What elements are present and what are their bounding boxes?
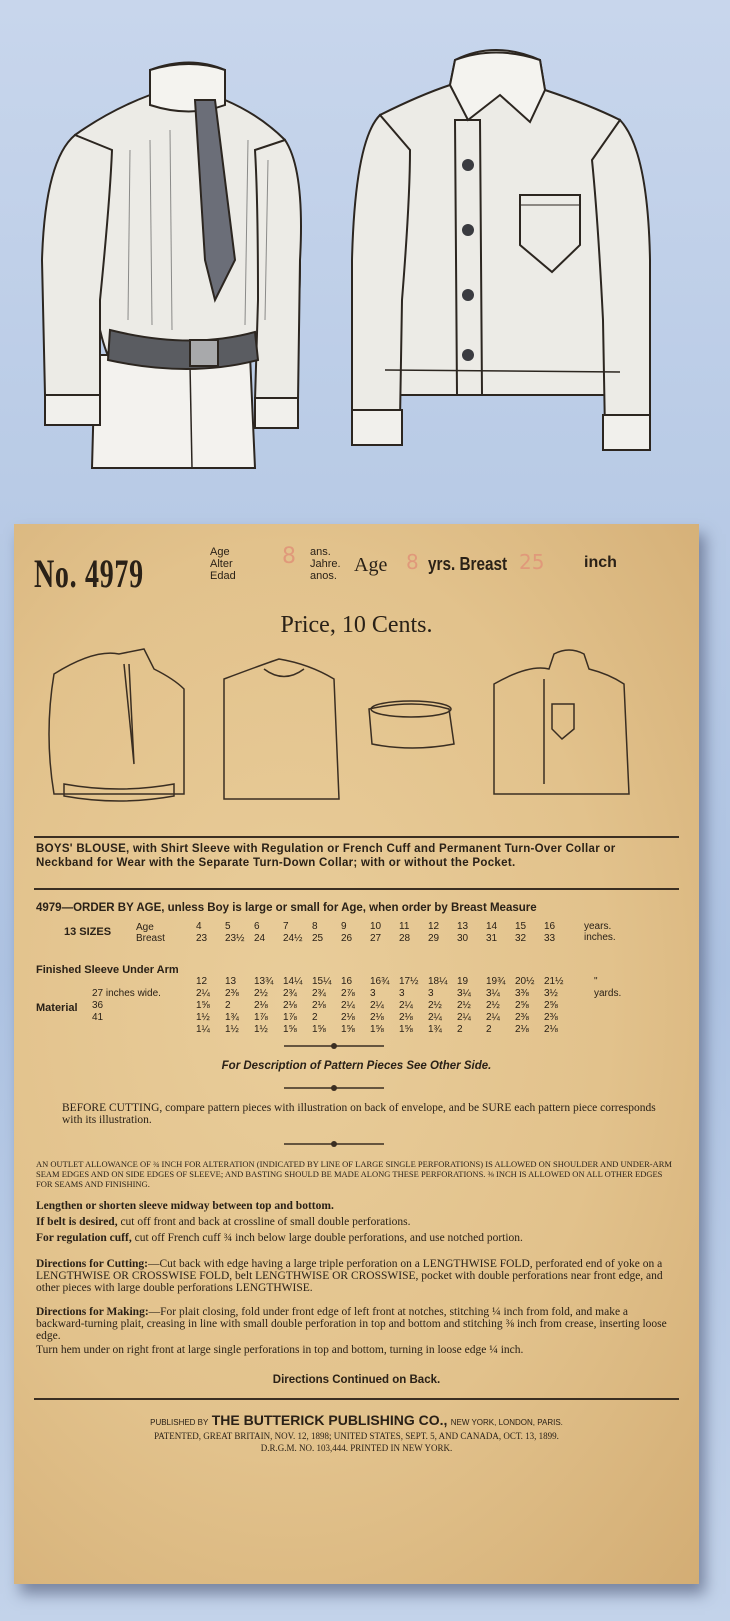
- year-labels: ans. Jahre. anos.: [310, 546, 341, 582]
- belt-instruction: If belt is desired, cut off front and back at crossline of small double perforations.: [36, 1216, 411, 1228]
- age-breast-header: Age Breast: [136, 922, 165, 944]
- inch-label: inch: [584, 554, 617, 571]
- divider-ornament: [284, 1084, 384, 1092]
- material-label: Material: [36, 1002, 78, 1014]
- cuff-instruction: For regulation cuff, cut off French cuff ¾ inch below large double perforations, and use notched portion.: [36, 1232, 523, 1244]
- order-instruction: 4979—ORDER BY AGE, unless Boy is large or small for Age, when order by Breast Measure: [36, 902, 537, 914]
- turn-hem-instruction: Turn hem under on right front at large single perforations in top and bottom, turning in loose edge ¼ inch.: [36, 1344, 524, 1356]
- divider-ornament: [284, 1042, 384, 1050]
- rule: [34, 1398, 679, 1400]
- age-labels: Age Alter Edad: [210, 546, 236, 582]
- see-other-side: For Description of Pattern Pieces See Other Side.: [221, 1060, 492, 1072]
- breasts-row: 23 23½ 24 24½ 25 26 27 28 29 30 31 32 33: [196, 933, 556, 944]
- patent-line-2: D.R.G.M. NO. 103,444. PRINTED IN NEW YORK.: [260, 1443, 453, 1453]
- cutting-directions: Directions for Cutting:—Cut back with edge having a large triple perforation on a LENGTHWISE FOLD, perforated end of yoke on a LENGTHWISE OR CROSSWISE FOLD, belt LENGTHWISE OR CROSSWISE, pocket with double perforations near front edge, and other pieces with large double perforations LENGTHWISE.: [36, 1258, 663, 1294]
- ages-row: 4 5 6 7 8 9 10 11 12 13 14 15 16: [196, 921, 556, 932]
- material-row: 1½ 1¾ 1⅞ 1⅞ 2 2⅛ 2⅛ 2⅛ 2¼ 2¼ 2¼ 2⅜ 2⅜: [196, 1012, 558, 1023]
- yrs-breast-label: yrs. Breast: [428, 554, 508, 574]
- patent-line: PATENTED, GREAT BRITAIN, NOV. 12, 1898; UNITED STATES, SEPT. 5, AND CANADA, OCT. 13, 1899.: [154, 1431, 559, 1441]
- publisher-line: PUBLISHED BY THE BUTTERICK PUBLISHING CO., NEW YORK, LONDON, PARIS.: [150, 1412, 563, 1428]
- price: Price, 10 Cents.: [280, 612, 433, 638]
- yards-unit: yards.: [594, 988, 622, 999]
- material-widths: 27 inches wide. 36 41: [92, 988, 161, 1023]
- rule: [34, 888, 679, 890]
- sizes-label: 13 SIZES: [64, 926, 112, 938]
- blouse-front-with-tie: [42, 63, 301, 469]
- material-row: 2¼ 2⅜ 2½ 2¾ 2¾ 2⅞ 3 3 3 3¼ 3¼ 3⅜ 3½: [196, 988, 558, 999]
- pattern-envelope: [14, 524, 699, 1584]
- age-value: 8: [406, 550, 419, 574]
- pattern-views: [34, 624, 674, 824]
- outlet-allowance: AN OUTLET ALLOWANCE OF ¾ INCH FOR ALTERATION (INDICATED BY LINE OF LARGE SINGLE PERFORATIONS) IS ALLOWED ON SHOULDER AND UNDER-ARM SEAM EDGES AND ON SIDE EDGES OF SLEEVE; AND BASTING SHOULD BE MADE ALONG THESE PERFORATIONS. ⅜ INCH IS ALLOWED ON ALL OTHER EDGES FOR SEAMS AND FINISHING.: [36, 1159, 672, 1189]
- rule: [34, 836, 679, 838]
- sleeve-label: Finished Sleeve Under Arm: [36, 964, 179, 976]
- pattern-description: BOYS' BLOUSE, with Shirt Sleeve with Regulation or French Cuff and Permanent Turn-Over Collar or Neckband for Wear with the Separate Turn-Down Collar; with or without the Pocket.: [36, 843, 616, 869]
- material-row: 1¼ 1½ 1½ 1⅝ 1⅝ 1⅝ 1⅝ 1⅝ 1¾ 2 2 2⅛ 2⅛: [196, 1024, 558, 1035]
- sleeve-row: 12 13 13¾ 14¼ 15¼ 16 16¾ 17½ 18¼ 19 19¾ 20½ 21½: [196, 976, 564, 987]
- breast-value: 25: [519, 550, 545, 574]
- before-cutting: BEFORE CUTTING, compare pattern pieces with illustration on back of envelope, and be SURE each pattern piece corresponds with its illustration.: [62, 1102, 656, 1126]
- material-row: 1⅝ 2 2⅛ 2⅛ 2⅛ 2¼ 2¼ 2¼ 2½ 2½ 2½ 2⅝ 2⅝: [196, 1000, 558, 1011]
- ditto-mark: ": [594, 976, 598, 987]
- blouse-illustrations: [0, 0, 730, 505]
- blouse-front-with-pocket: [352, 50, 650, 450]
- units-header: years. inches.: [584, 921, 616, 943]
- making-directions: Directions for Making:—For plait closing, fold under front edge of left front at notches, stitching ¼ inch from fold, and make a backward-turning plait, creasing in line with small double perforation in top and bottom and stitching ⅜ inch from crease, inserting loose edge.: [36, 1306, 667, 1342]
- age-handwritten: 8: [282, 544, 296, 569]
- lengthen-instruction: Lengthen or shorten sleeve midway between top and bottom.: [36, 1200, 334, 1212]
- pattern-number: No. 4979: [34, 551, 144, 596]
- age-word: Age: [354, 554, 388, 576]
- directions-continued: Directions Continued on Back.: [272, 1374, 441, 1386]
- divider-ornament: [284, 1140, 384, 1148]
